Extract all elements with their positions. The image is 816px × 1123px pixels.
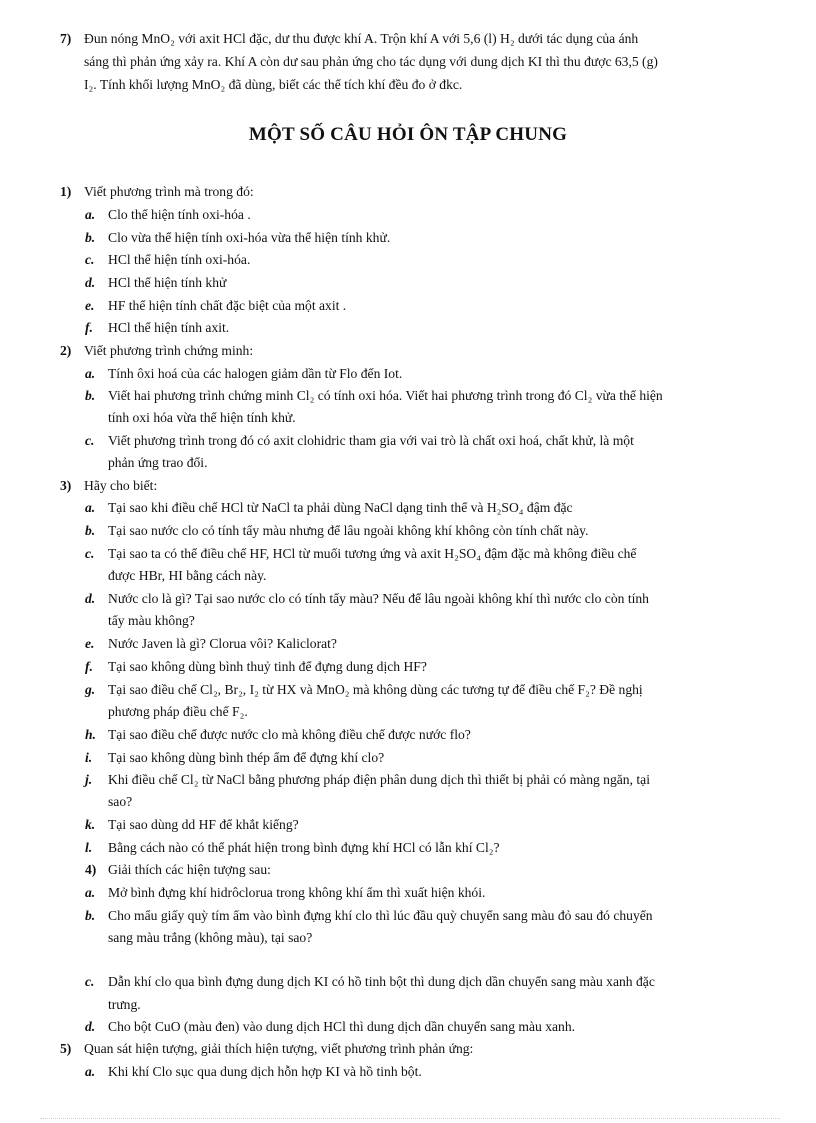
item-label: d.: [85, 591, 96, 606]
item-label: a.: [85, 207, 96, 222]
question-text: Giải thích các hiện tượng sau:: [108, 862, 271, 877]
page-bottom-divider: [40, 1118, 780, 1119]
item-text: Tại sao ta có thể điều chế HF, HCl từ muối tương ứng và axit H₂SO₄ đậm đặc mà không điều chế: [108, 546, 637, 561]
item-label: d.: [85, 1019, 96, 1034]
item-text: tẩy màu không?: [108, 613, 195, 628]
problem-text: Đun nóng MnO₂ với axit HCl đặc, dư thu được khí A. Trộn khí A với 5,6 (l) H₂ dưới tác dụng của ánh: [84, 31, 639, 46]
problem-text: I₂. Tính khối lượng MnO₂ đã dùng, biết các thể tích khí đều đo ở đkc.: [84, 77, 463, 92]
item-text: phản ứng trao đổi.: [108, 455, 208, 470]
item-text: sao?: [108, 794, 133, 809]
problem-text: sáng thì phản ứng xảy ra. Khí A còn dư sau phản ứng cho tác dụng với dung dịch KI thì thu được 63,5 (g): [84, 54, 658, 69]
item-label: c.: [85, 546, 95, 561]
question-text: Hãy cho biết:: [84, 478, 158, 493]
item-text: Tại sao khi điều chế HCl từ NaCl ta phải dùng NaCl dạng tinh thể và H₂SO₄ đậm đặc: [108, 500, 573, 515]
item-label: c.: [85, 974, 95, 989]
question-number: 3): [60, 478, 72, 493]
problem-number: 7): [60, 31, 72, 46]
item-text: Tại sao không dùng bình thuỷ tinh để đựng dung dịch HF?: [108, 659, 427, 674]
item-label: f.: [85, 659, 93, 674]
item-label: k.: [85, 817, 96, 832]
item-label: l.: [85, 840, 93, 855]
item-label: h.: [85, 727, 96, 742]
item-text: Tại sao nước clo có tính tẩy màu nhưng để lâu ngoài không khí không còn tính chất này.: [108, 523, 589, 538]
item-text: Khi khí Clo sục qua dung dịch hỗn hợp KI và hồ tinh bột.: [108, 1064, 422, 1079]
item-label: b.: [85, 908, 96, 923]
item-text: Nước Javen là gì? Clorua vôi? Kaliclorat?: [108, 636, 337, 651]
item-label: b.: [85, 230, 96, 245]
item-label: e.: [85, 298, 95, 313]
question-number: 5): [60, 1041, 72, 1056]
item-label: i.: [85, 750, 93, 765]
section-title: MỘT SỐ CÂU HỎI ÔN TẬP CHUNG: [248, 124, 568, 145]
question-text: Viết phương trình chứng minh:: [84, 343, 254, 358]
question-number: 1): [60, 184, 72, 199]
item-text: Nước clo là gì? Tại sao nước clo có tính tẩy màu? Nếu để lâu ngoài không khí thì nước clo còn tính: [108, 591, 649, 606]
item-text: sang màu trắng (không màu), tại sao?: [108, 930, 313, 945]
item-text: Viết hai phương trình chứng minh Cl₂ có tính oxi hóa. Viết hai phương trình trong đó Cl₂ vừa thể hiện: [108, 388, 663, 403]
item-text: Cho mẩu giấy quỳ tím ẩm vào bình đựng khí clo thì lúc đầu quỳ chuyển sang màu đỏ sau đó chuyển: [108, 908, 653, 923]
item-text: Khi điều chế Cl₂ từ NaCl bằng phương pháp điện phân dung dịch thì thiết bị phải có màng ngăn, tại: [108, 772, 650, 787]
item-text: phương pháp điều chế F₂.: [108, 704, 248, 719]
item-label: e.: [85, 636, 95, 651]
question-text: Quan sát hiện tượng, giải thích hiện tượng, viết phương trình phản ứng:: [84, 1041, 474, 1056]
item-label: a.: [85, 366, 96, 381]
item-label: g.: [85, 682, 96, 697]
item-label: c.: [85, 433, 95, 448]
question-number: 4): [85, 862, 97, 877]
item-text: trưng.: [108, 997, 141, 1012]
item-label: a.: [85, 500, 96, 515]
item-label: d.: [85, 275, 96, 290]
item-text: tính oxi hóa vừa thể hiện tính khử.: [108, 410, 296, 425]
item-text: được HBr, HI bằng cách này.: [108, 568, 267, 583]
item-text: HCl thể hiện tính khử: [108, 275, 227, 290]
item-text: Tại sao dùng dd HF để khắt kiếng?: [108, 817, 299, 832]
item-text: HCl thể hiện tính axit.: [108, 320, 230, 335]
item-text: Tại sao điều chế Cl₂, Br₂, I₂ từ HX và MnO₂ mà không dùng các tương tự để điều chế F₂? Đề nghị: [108, 682, 643, 697]
item-label: b.: [85, 388, 96, 403]
question-number: 2): [60, 343, 72, 358]
item-label: a.: [85, 885, 96, 900]
item-text: Clo thể hiện tính oxi-hóa .: [108, 207, 251, 222]
item-text: Dẫn khí clo qua bình đựng dung dịch KI có hồ tinh bột thì dung dịch dần chuyển sang màu xanh đặc: [108, 974, 655, 989]
item-text: HF thể hiện tính chất đặc biệt của một axit .: [108, 298, 347, 313]
item-label: j.: [85, 772, 93, 787]
question-text: Viết phương trình mà trong đó:: [84, 184, 254, 199]
item-text: Tại sao không dùng bình thép ẩm để đựng khí clo?: [108, 750, 385, 765]
item-text: Viết phương trình trong đó có axit clohidric tham gia với vai trò là chất oxi hoá, chất khử, là một: [108, 433, 634, 448]
item-label: a.: [85, 1064, 96, 1079]
item-text: Cho bột CuO (màu đen) vào dung dịch HCl thì dung dịch dần chuyển sang màu xanh.: [108, 1019, 576, 1034]
item-text: Tính ôxi hoá của các halogen giảm dần từ Flo đến Iot.: [108, 366, 403, 381]
item-text: HCl thể hiện tính oxi-hóa.: [108, 252, 251, 267]
item-text: Tại sao điều chế được nước clo mà không điều chế được nước flo?: [108, 727, 471, 742]
item-label: f.: [85, 320, 93, 335]
item-text: Mở bình đựng khí hidrôclorua trong không khí ẩm thì xuất hiện khói.: [108, 885, 486, 900]
item-text: Bằng cách nào có thể phát hiện trong bình đựng khí HCl có lẫn khí Cl₂?: [108, 840, 500, 855]
item-label: c.: [85, 252, 95, 267]
item-label: b.: [85, 523, 96, 538]
item-text: Clo vừa thể hiện tính oxi-hóa vừa thể hiện tính khử.: [108, 230, 391, 245]
